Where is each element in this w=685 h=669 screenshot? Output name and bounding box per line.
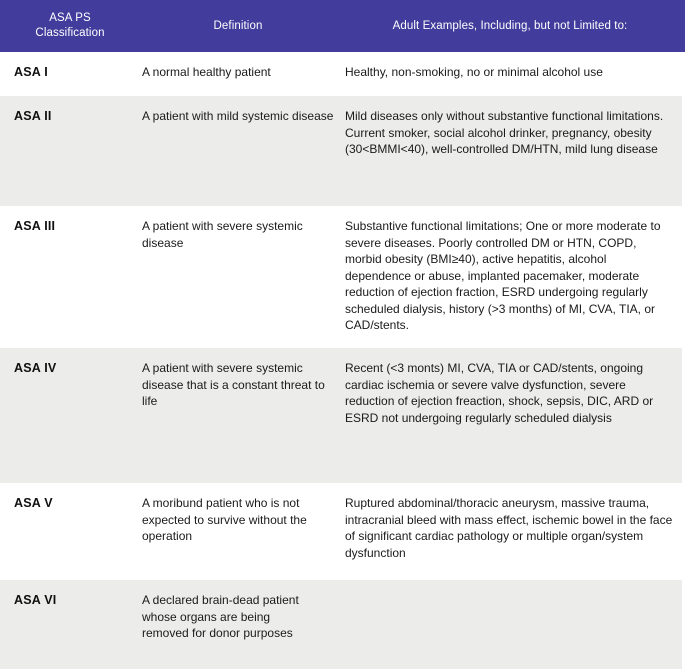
cell-classification: ASA I <box>14 65 48 79</box>
cell-classification: ASA II <box>14 109 52 123</box>
cell-examples: Recent (<3 monts) MI, CVA, TIA or CAD/stents, ongoing cardiac ischemia or severe valve dysfunction, severe reduction of ejection freaction, shock, sepsis, DIC, ARD or ESRD not undergoing regularly scheduled dialysis <box>345 361 654 425</box>
cell-definition: A declared brain-dead patient whose organs are being removed for donor purposes <box>142 593 299 640</box>
column-header-classification-line2: Classification <box>35 27 105 39</box>
cell-definition: A normal healthy patient <box>142 65 271 79</box>
column-header-classification-line1: ASA PS <box>49 12 91 24</box>
table-row <box>0 52 685 96</box>
cell-classification: ASA III <box>14 219 56 233</box>
table-row <box>0 348 685 483</box>
column-header-definition <box>140 0 336 52</box>
cell-definition: A patient with mild systemic disease <box>142 109 334 123</box>
cell-classification: ASA V <box>14 496 53 510</box>
cell-definition: A patient with severe systemic disease that is a constant threat to life <box>142 361 325 408</box>
cell-definition: A patient with severe systemic disease <box>142 219 303 250</box>
table-row <box>0 483 685 580</box>
column-header-examples-line1: Adult Examples, Including, but not Limited to: <box>392 19 628 32</box>
cell-examples: Substantive functional limitations; One or more moderate to severe diseases. Poorly controlled DM or HTN, COPD, morbid obesity (BMI≥40), active hepatitis, alcohol dependence or abuse, implanted pacemaker, moderate reduction of ejection fraction, ESRD undergoing regularly scheduled dialysis, history (>3 months) of MI, CVA, TIA, or CAD/stents. <box>345 219 661 332</box>
table-row <box>0 96 685 206</box>
cell-examples: Healthy, non-smoking, no or minimal alcohol use <box>345 65 603 79</box>
table-body <box>0 52 685 669</box>
column-header-examples <box>340 0 680 52</box>
cell-examples: Mild diseases only without substantive functional limitations. Current smoker, social alcohol drinker, pregnancy, obesity (30<BMMI<40), well-controlled DM/HTN, mild lung disease <box>345 109 664 156</box>
cell-definition: A moribund patient who is not expected to survive without the operation <box>142 496 307 543</box>
table-row <box>0 580 685 669</box>
column-header-classification <box>8 0 132 52</box>
column-header-definition-line1: Definition <box>213 19 263 32</box>
cell-classification: ASA IV <box>14 361 57 375</box>
cell-examples: Ruptured abdominal/thoracic aneurysm, massive trauma, intracranial bleed with mass effect, ischemic bowel in the face of significant cardiac pathology or multiple organ/system dysfunction <box>345 496 673 560</box>
table-header-row <box>0 0 685 52</box>
cell-classification: ASA VI <box>14 593 57 607</box>
table-row <box>0 206 685 348</box>
